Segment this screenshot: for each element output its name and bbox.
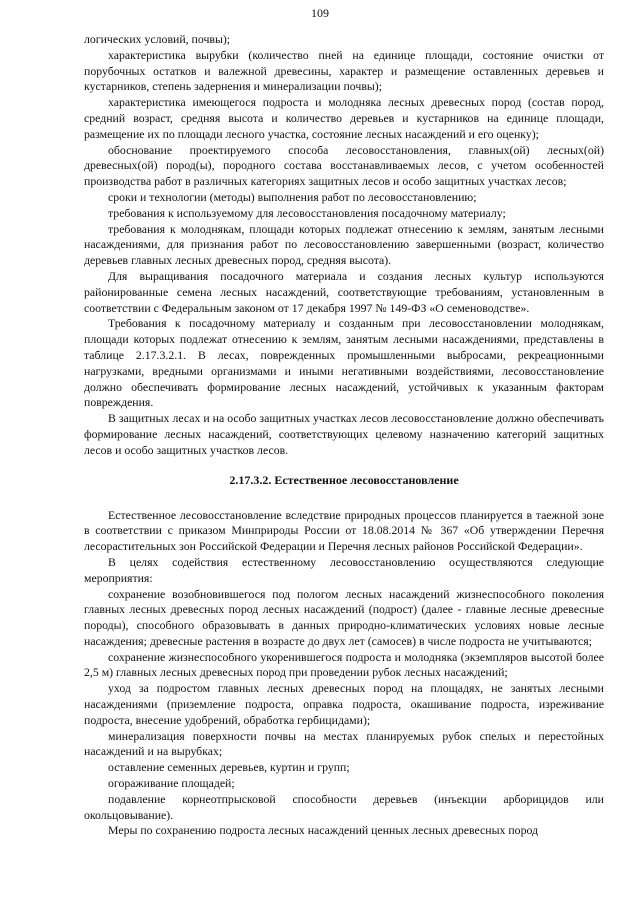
- paragraph: логических условий, почвы);: [84, 32, 231, 46]
- paragraph: характеристика вырубки (количество пней на единице площади, состояние очистки от порубочных остатков и валежной древесины, характер и размещение оставленных деревьев и кустарников, степень задернения и минерализации почвы);: [84, 47, 604, 94]
- paragraph: В целях содействия естественному лесовосстановлению осуществляются следующие мероприятия:: [84, 554, 604, 585]
- paragraph: Для выращивания посадочного материала и создания лесных культур используются районированные семена лесных насаждений, соответствующие требованиям, установленным в соответствии с Федеральным законом от 17 декабря 1997 № 149-ФЗ «О семеноводстве».: [84, 268, 604, 315]
- paragraph: сроки и технологии (методы) выполнения работ по лесовосстановлению;: [108, 189, 477, 204]
- paragraph: огораживание площадей;: [108, 776, 235, 791]
- paragraph: сохранение жизнеспособного укоренившегося подроста и молодняка (экземпляров высотой более 2,5 м) главных лесных древесных пород при проведении рубок лесных насаждений;: [84, 649, 604, 680]
- paragraph: подавление корнеотпрысковой способности деревьев (инъекции арборицидов или окольцовывание).: [84, 791, 604, 822]
- paragraph: минерализация поверхности почвы на местах планируемых рубок спелых и перестойных насаждений и на вырубках;: [84, 728, 604, 759]
- paragraph: характеристика имеющегося подроста и молодняка лесных древесных пород (состав пород, средний возраст, средняя высота и количество деревьев и кустарников на единице площади, размещение их по площади лесного участка, состояние лесных насаждений и его оценку);: [84, 95, 604, 141]
- page-number: 109: [311, 6, 329, 20]
- paragraph: уход за подростом главных лесных древесных пород на площадях, не занятых лесными насаждениями (приземление подроста, оправка подроста, окашивание подроста, изреживание подроста, внесение удобрений, обработка гербицидами);: [84, 681, 604, 727]
- paragraphs-after-section: [84, 508, 604, 840]
- paragraph: Естественное лесовосстановление вследствие природных процессов планируется в таежной зоне в соответствии с приказом Минприроды России от 18.08.2014 № 367 «Об утверждении Перечня лесорастительных зон Российской Федерации и Перечня лесных районов Российской Федерации».: [84, 507, 604, 554]
- paragraph: В защитных лесах и на особо защитных участках лесов лесовосстановление должно обеспечивать формирование лесных насаждений, соответствующих целевому назначению категорий защитных лесов и особо защитных участков лесов.: [84, 411, 604, 457]
- paragraph: Меры по сохранению подроста лесных насаждений ценных лесных древесных пород: [108, 823, 539, 838]
- paragraph: оставление семенных деревьев, куртин и групп;: [108, 760, 350, 775]
- paragraphs-before-section: [84, 32, 604, 459]
- paragraph: требования к молоднякам, площади которых подлежат отнесению к землям, занятым лесными насаждениями, для признания работ по лесовосстановлению завершенными (возраст, количество деревьев главных лесных древесных пород, средняя высота).: [84, 221, 604, 268]
- paragraph: обоснование проектируемого способа лесовосстановления, главных(ой) лесных(ой) древесных(ой) пород(ы), породного состава восстанавливаемых лесов, с учетом особенностей производства работ в различных категориях защитных лесов и особо защитных участках лесов;: [84, 142, 604, 189]
- paragraph: Требования к посадочному материалу и созданным при лесовосстановлении молоднякам, площади которых подлежат отнесению к землям, занятым лесными насаждениями, представлены в таблице 2.17.3.2.1. В лесах, поврежденных промышленными выбросами, рекреационными нагрузками, вредными организмами и иными негативными воздействиями, лесовосстановление должно обеспечивать формирование лесных насаждений, устойчивых к указанным факторам повреждения.: [84, 316, 604, 410]
- paragraph: требования к используемому для лесовосстановления посадочному материалу;: [108, 205, 506, 220]
- document-body: [84, 32, 604, 839]
- paragraph: сохранение возобновившегося под пологом лесных насаждений жизнеспособного поколения главных лесных древесных пород лесных насаждений (подрост) (далее - главные лесные древесные породы), способного образовывать в данных природно-климатических условиях новые лесные насаждения; древесные растения в возрасте до двух лет (самосев) в числе подроста не учитываются;: [84, 586, 604, 648]
- section-heading: 2.17.3.2. Естественное лесовосстановление: [229, 472, 459, 487]
